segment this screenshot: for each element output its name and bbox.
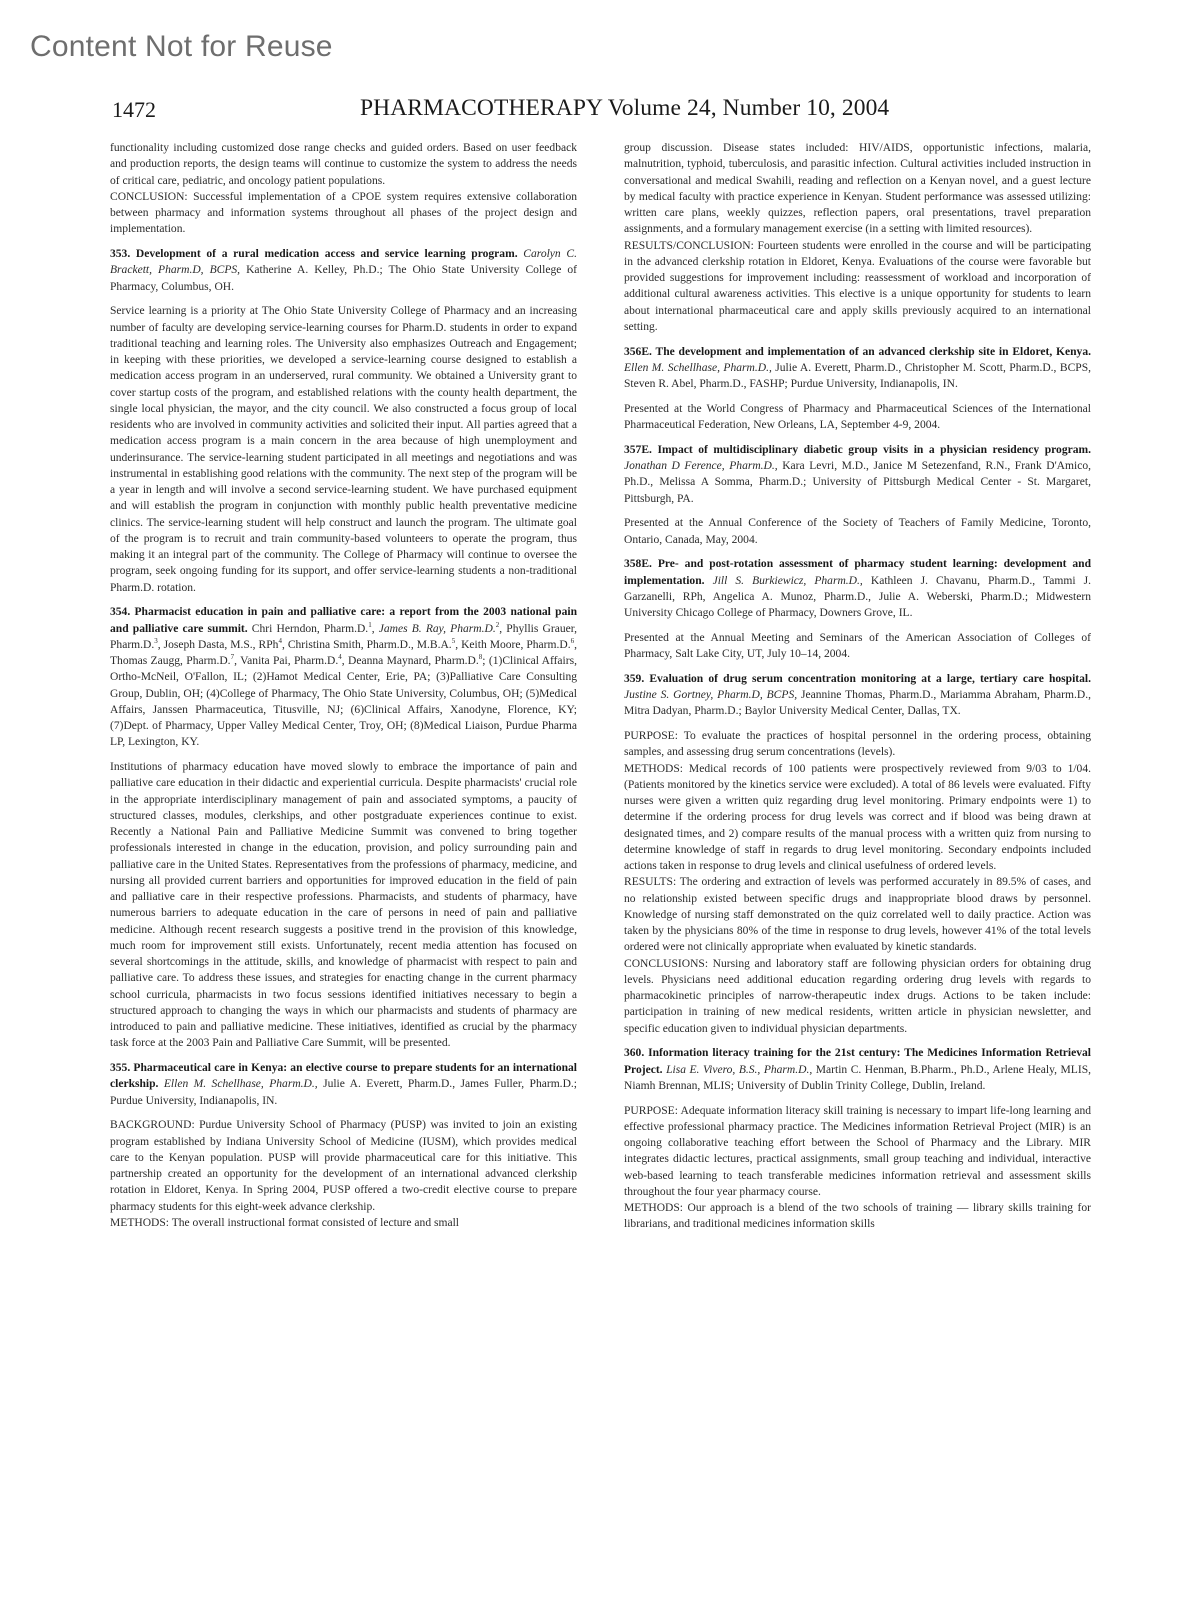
abstract-title: 353. Development of a rural medication access and service learning program. (110, 248, 518, 260)
author-separator: , (157, 638, 164, 651)
abstract-357-header (624, 442, 1091, 507)
abstract-title: 355. Pharmaceutical care in Kenya: an elective course to prepare students for an international clerkship. (110, 1062, 577, 1091)
affiliations: (1)Clinical Affairs, Ortho-McNeil, O'Fallon, IL; (2)Hamot Medical Center, Erie, PA; (3)Palliative Care Consulting Group, Dublin, OH; (4)College of Pharmacy, The Ohio State University, Columbus, OH; (5)Medical Affairs, Janssen Pharmaceutica, Titusville, NJ; (6)Clinical Affairs, Xanodyne, Florence, KY; (7)Dept. of Pharmacy, Upper Valley Medical Center, Troy, OH; (8)Medical Liaison, Purdue Pharma LP, Lexington, KY. (110, 655, 577, 749)
author-list: Kara Levri, M.D., Janice M Setezenfand, R.N., Frank D'Amico, Ph.D., Melissa A Somma, Pharm.D.; University of Pittsburgh Medical Center - St. Margaret, Pittsburgh, PA. (624, 460, 1091, 505)
author-separator: , (234, 655, 241, 667)
results-text: RESULTS: The ordering and extraction of levels was performed accurately in 89.5% of cases, and no relationship existed between specific drugs and inappropriate blood draws by personnel. Knowledge of nursing staff demonstrated on the quiz correlated well to daily practice. Action was taken by the physicians 80% of the time in response to drug levels, however 41% of the total levels ordered were not clinically appropriate when evaluated by kinetic standards. (624, 876, 1091, 954)
abstract-359-header (624, 671, 1091, 720)
author-separator: , (371, 622, 379, 635)
author-name: Vanita Pai, Pharm.D. (240, 655, 339, 667)
continued-text: functionality including customized dose range checks and guided orders. Based on user feedback and production reports, the design teams will continue to customize the system to address the needs of critical care, pediatric, and oncology patient populations. (110, 142, 577, 187)
presented-note: Presented at the Annual Conference of the Society of Teachers of Family Medicine, Toronto, Ontario, Canada, May, 2004. (624, 517, 1091, 546)
author-name: Deanna Maynard, Pharm.D. (347, 655, 479, 667)
abstract-358-header (624, 556, 1091, 621)
abstract-354-body: Institutions of pharmacy education have moved slowly to embrace the importance of pain and palliative care education in their didactic and experiential curricula. Despite pharmacists' crucial role in the appropriate interdisciplinary management of pain and associated symptoms, a paucity of structured classes, modules, clerkships, and other postgraduate experiences continue to exist. Recently a National Pain and Palliative Medicine Summit was convened to bring together professionals interested in change in the education, provision, and policy surrounding pain and palliative care in the United States. Representatives from the professions of pharmacy, medicine, and nursing all provided current barriers and opportunities for improved education in the field of pain and palliative care in their respective professions. Pharmacists, and students of pharmacy, have numerous barriers to adequate education in the care of persons in need of pain and palliative medicine. Although recent research suggests a positive trend in the provision of this knowledge, much room for improvement still exists. Unfortunately, recent media attention has focused on several shortcomings in the attitude, skills, and knowledge of pharmacist with respect to pain and palliative care. To address these issues, and strategies for enacting change in the current pharmacy school curricula, pharmacists in two focus sessions identified initiatives necessary to begin a structured approach to changing the ways in which our pharmacists and students of pharmacy are introduced to pain and palliative medicine. These initiatives, identified as crucial by the pharmacy task force at the 2003 Pain and Palliative Care Summit, will be presented. (110, 761, 577, 1050)
lead-author: Jonathan D Ference, Pharm.D., (624, 460, 778, 472)
abstract-title: 359. Evaluation of drug serum concentration monitoring at a large, tertiary care hospital. (624, 672, 1091, 685)
methods-text: METHODS: The overall instructional format consisted of lecture and small (110, 1216, 459, 1229)
results-conclusion-text: RESULTS/CONCLUSION: Fourteen students were enrolled in the course and will be participating in the advanced clerkship rotation in Eldoret, Kenya. Evaluations of the course were favorable but provided suggestions for improvement including: reassessment of workload and incorporation of additional cultural awareness activities. This elective is a unique opportunity for students to learn about international pharmaceutical care and apply skills previously acquired to an international setting. (624, 239, 1091, 333)
abstract-356-header (624, 344, 1091, 393)
affiliation-marker: 7 (230, 653, 235, 662)
lead-author: Carolyn C. Brackett, Pharm.D, BCPS, (110, 248, 577, 277)
abstract-353-body: Service learning is a priority at The Ohio State University College of Pharmacy and an increasing number of faculty are developing service-learning courses for Pharm.D. students in order to expand traditional teaching and learning roles. The University also emphasizes Outreach and Engagement; in keeping with these priorities, we developed a service-learning course designed to establish a medication access program in an underserved, rural community. We obtained a University grant to cover startup costs of the program, and established relations with the county health department, the single local physician, the mayor, and the city council. We also constructed a focus group of local residents who are involved in community activities and solicited their input. All parties agreed that a medication access program is a main concern in the area because of high unemployment and underinsurance. The service-learning student participated in all meetings and negotiations and was instrumental in establishing good relations with the community. The next step of the program will be a year in length and will involve a second service-learning student. We have purchased equipment and will establish the program in conjunction with monthly public health preventative medicine clinics. The service-learning student will help construct and launch the program. The ultimate goal of the program is to recruit and train community-based volunteers to operate the program, thus making it an integral part of the community. The College of Pharmacy will continue to oversee the program, seek ongoing funding for its support, and offer service-learning students a non-traditional Pharm.D. rotation. (110, 305, 577, 594)
purpose-text: PURPOSE: To evaluate the practices of hospital personnel in the ordering process, obtaining samples, and assessing drug serum concentrations (levels). (624, 730, 1091, 759)
affiliation-marker: 4 (338, 653, 342, 662)
lead-author: Ellen M. Schellhase, Pharm.D., (163, 1078, 318, 1091)
author-name: Phyllis Grauer, Pharm.D. (110, 622, 577, 651)
author-list: Julie A. Everett, Pharm.D., James Fuller, Pharm.D.; Purdue University, Indianapolis, IN. (110, 1078, 578, 1107)
conclusion-text: CONCLUSION: Successful implementation of a CPOE system requires extensive collaboration between pharmacy and information systems throughout all phases of the project design and implementation. (110, 190, 577, 236)
methods-text: METHODS: Our approach is a blend of the two schools of training — library skills training for librarians, and traditional medicines information skills (624, 1202, 1091, 1231)
affiliation-marker: 6 (570, 636, 575, 645)
abstract-355-header (110, 1060, 577, 1109)
author-list: Martin C. Henman, B.Pharm., Ph.D., Arlene Healy, MLIS, Niamh Brennan, MLIS; University of Dublin Trinity College, Dublin, Ireland. (624, 1063, 1092, 1092)
affiliation-marker: 4 (278, 636, 282, 645)
abstract-360-header (624, 1045, 1091, 1094)
affiliation-marker: 8 (478, 653, 483, 662)
affiliation-marker: 3 (154, 636, 158, 645)
author-name: Keith Moore, Pharm.D. (461, 638, 571, 651)
conclusions-text: CONCLUSIONS: Nursing and laboratory staff are following physician orders for obtaining drug levels. Physicians need additional education regarding ordering drug levels with regards to pharmacokinetic principles of narrow-therapeutic index drugs. Actions to be taken include: participation in training of new medical residents, written article in physician newsletter, and specific education given to individual physician departments. (624, 957, 1091, 1035)
author-separator: , (341, 655, 348, 667)
abstract-title: 358E. Pre- and post-rotation assessment of pharmacy student learning: development and implementation. (624, 558, 1091, 587)
abstract-title: 360. Information literacy training for the 21st century: The Medicines Information Retrieval Project. (624, 1047, 1091, 1076)
lead-author: Ellen M. Schellhase, Pharm.D., (624, 361, 772, 374)
page-number: 1472 (112, 97, 156, 122)
lead-author: Jill S. Burkiewicz, Pharm.D., (712, 574, 863, 587)
author-separator: , (281, 638, 288, 651)
affiliation-marker: 2 (495, 620, 500, 629)
author-list: Julie A. Everett, Pharm.D., Christopher M. Scott, Pharm.D., BCPS, Steven R. Abel, Pharm.D., FASHP; Purdue University, Indianapolis, IN. (624, 361, 1091, 390)
affiliation-marker: 1 (368, 620, 372, 629)
author-separator: ; (482, 655, 489, 667)
author-name: Christina Smith, Pharm.D., M.B.A. (287, 638, 452, 651)
abstract-title: 357E. Impact of multidisciplinary diabetic group visits in a physician residency program. (624, 443, 1091, 456)
presented-note: Presented at the World Congress of Pharmacy and Pharmaceutical Sciences of the International Pharmaceutical Federation, New Orleans, LA, September 4-9, 2004. (624, 402, 1091, 431)
methods-text: METHODS: Medical records of 100 patients were prospectively reviewed from 9/03 to 1/04. (Patients monitored by the kinetics service were excluded). A total of 86 levels were evaluated. Fifty nurses were given a written quiz regarding drug level monitoring. Primary endpoints were 1) to determine if the ordering process for drug levels was correct and if blood was being drawn at designated times, and 2) compare results of the manual process with a written quiz from nursing to determine knowledge of staff in regards to drug level monitoring. Secondary endpoints included actions taken in response to drug levels and clinical usefulness of ordered levels. (624, 762, 1091, 872)
lead-author: Lisa E. Vivero, B.S., Pharm.D., (666, 1063, 813, 1076)
abstract-title: 356E. The development and implementation of an advanced clerkship site in Eldoret, Kenya. (624, 345, 1091, 358)
abstract-354-header (110, 604, 577, 750)
author-name: Chri Herndon, Pharm.D. (247, 622, 369, 635)
author-separator: , (574, 638, 577, 651)
continued-text: group discussion. Disease states included: HIV/AIDS, opportunistic infections, malaria, malnutrition, typhoid, tuberculosis, and parasitic infection. Cultural activities included instruction in conversational and medical Swahili, reading and reflection on a Kenyan novel, and a guest lecture by medical faculty with practice experience in Kenyan. Student performance was assessed utilizing: written care plans, weekly quizzes, reflection papers, oral presentations, travel preparation assignments, and a formulary management exercise (in a setting with limited resources). (624, 142, 1091, 236)
lead-author: Justine S. Gortney, Pharm.D, BCPS, (624, 689, 798, 701)
author-list: Kathleen J. Chavanu, Pharm.D., Tammi J. Garzanelli, RPh, Angelica A. Munoz, Pharm.D., Julie A. Weberski, Pharm.D.; Midwestern University Chicago College of Pharmacy, Downers Grove, IL. (624, 574, 1091, 619)
left-column (110, 140, 577, 1231)
running-head: PHARMACOTHERAPY Volume 24, Number 10, 2004 (360, 95, 890, 121)
author-separator: , (455, 638, 462, 651)
author-name: Joseph Dasta, M.S., RPh (163, 638, 279, 651)
watermark: Content Not for Reuse (30, 30, 333, 63)
background-text: BACKGROUND: Purdue University School of Pharmacy (PUSP) was invited to join an existing program established by Indiana University School of Medicine (IUSM), which provides medical care to the Kenyan population. PUSP will provide pharmaceutical care for this initiative. This partnership created an opportunity for the development of an international advanced clerkship rotation in Eldoret, Kenya. In Spring 2004, PUSP offered a two-credit elective course to prepare pharmacy students for this eight-week advance clerkship. (110, 1119, 577, 1213)
purpose-text: PURPOSE: Adequate information literacy skill training is necessary to impart life-long learning and effective professional pharmacy practice. The Medicines information Retrieval Project (MIR) is an ongoing collaborative teaching effort between the School of Pharmacy and the Library. MIR integrates didactic lectures, practical assignments, small group teaching and individual, interactive web-based learning to teach transferable medicines information retrieval and assessment skills throughout the four year pharmacy course. (624, 1104, 1091, 1198)
author-list: Katherine A. Kelley, Ph.D.; The Ohio State University College of Pharmacy, Columbus, OH. (110, 264, 577, 293)
abstract-title: 354. Pharmacist education in pain and palliative care: a report from the 2003 national pain and palliative care summit. (110, 606, 577, 635)
author-name: James B. Ray, Pharm.D. (378, 622, 496, 635)
abstract-353-header (110, 246, 577, 295)
affiliation-marker: 5 (451, 636, 456, 645)
author-list: Jeannine Thomas, Pharm.D., Mariamma Abraham, Pharm.D., Mitra Dadyan, Pharm.D.; Baylor University Medical Center, Dallas, TX. (624, 689, 1091, 718)
author-name: Thomas Zaugg, Pharm.D. (110, 655, 231, 667)
presented-note: Presented at the Annual Meeting and Seminars of the American Association of Colleges of Pharmacy, Salt Lake City, UT, July 10–14, 2004. (624, 631, 1091, 660)
right-column (624, 140, 1091, 1233)
author-separator: , (499, 622, 507, 635)
